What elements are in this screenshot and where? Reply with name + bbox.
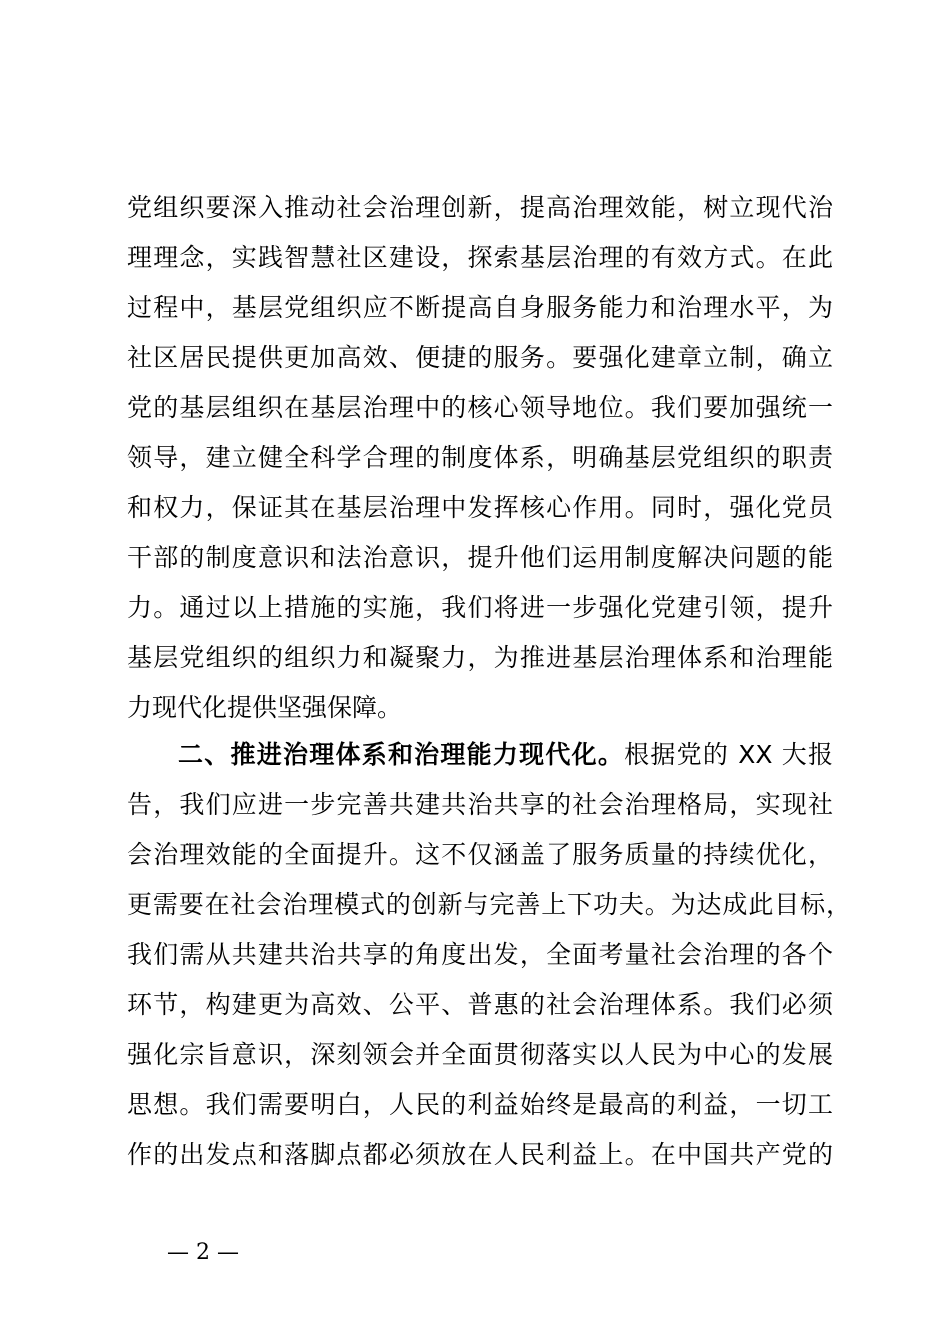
- text-line: 更需要在社会治理模式的创新与完善上下功夫。为达成此目标，: [127, 890, 851, 919]
- text-line: 干部的制度意识和法治意识，提升他们运用制度解决问题的能: [127, 543, 833, 572]
- text-line: 力。通过以上措施的实施，我们将进一步强化党建引领，提升: [127, 593, 833, 622]
- text-line: 我们需从共建共治共享的角度出发，全面考量社会治理的各个: [127, 940, 833, 969]
- text-line: 领导，建立健全科学合理的制度体系，明确基层党组织的职责: [127, 443, 833, 472]
- text-line: 社区居民提供更加高效、便捷的服务。要强化建章立制，确立: [127, 343, 833, 372]
- text-line: 党的基层组织在基层治理中的核心领导地位。我们要加强统一: [127, 393, 833, 422]
- text-line: 基层党组织的组织力和凝聚力，为推进基层治理体系和治理能: [127, 643, 833, 672]
- section-heading: 二、推进治理体系和治理能力现代化。: [178, 740, 625, 769]
- text-line: 强化宗旨意识，深刻领会并全面贯彻落实以人民为中心的发展: [127, 1040, 833, 1069]
- heading-continuation: 根据党的 XX 大报: [624, 740, 833, 769]
- text-line: 思想。我们需要明白，人民的利益始终是最高的利益，一切工: [127, 1090, 833, 1119]
- text-line: 党组织要深入推动社会治理创新，提高治理效能，树立现代治: [127, 193, 833, 222]
- text-line: 力现代化提供坚强保障。: [127, 693, 403, 722]
- text-line: 告，我们应进一步完善共建共治共享的社会治理格局，实现社: [127, 790, 833, 819]
- text-line: 环节，构建更为高效、公平、普惠的社会治理体系。我们必须: [127, 990, 833, 1019]
- text-line: 理理念，实践智慧社区建设，探索基层治理的有效方式。在此: [127, 243, 833, 272]
- text-line: 作的出发点和落脚点都必须放在人民利益上。在中国共产党的: [127, 1140, 833, 1169]
- text-line: 会治理效能的全面提升。这不仅涵盖了服务质量的持续优化，: [127, 840, 833, 869]
- text-line: 和权力，保证其在基层治理中发挥核心作用。同时，强化党员: [127, 493, 833, 522]
- text-line: 过程中，基层党组织应不断提高自身服务能力和治理水平，为: [127, 293, 833, 322]
- page-number: — 2 —: [167, 1240, 239, 1265]
- text-line-first: [178, 730, 833, 780]
